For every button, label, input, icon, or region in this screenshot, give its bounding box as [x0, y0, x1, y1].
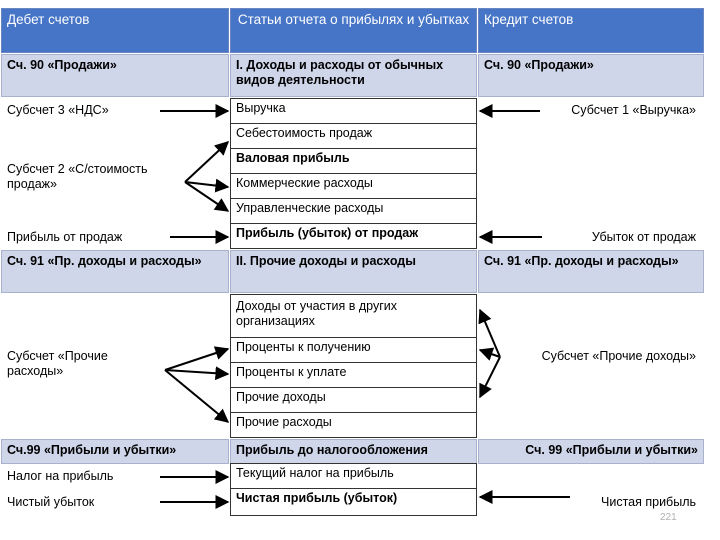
page-number: 221 [660, 512, 677, 523]
item-sales-profit: Прибыль (убыток) от продаж [230, 223, 477, 249]
item-gross-profit: Валовая прибыль [230, 148, 477, 174]
left-label-income-tax: Налог на прибыль [7, 469, 114, 483]
section2-title: II. Прочие доходы и расходы [230, 250, 477, 293]
debit-header: Дебет счетов [1, 8, 229, 53]
item-current-tax: Текущий налог на прибыль [230, 463, 477, 489]
statement-items-header: Статьи отчета о прибылях и убытках [230, 8, 477, 53]
right-label-other-income: Субсчет «Прочие доходы» [541, 349, 696, 363]
left-label-sales-profit: Прибыль от продаж [7, 230, 123, 244]
section3-debit: Сч.99 «Прибыли и убытки» [1, 439, 229, 464]
section1-credit: Сч. 90 «Продажи» [478, 54, 704, 97]
section3-title: Прибыль до налогообложения [230, 439, 477, 464]
arrow-other-exp-to-interest-receivable [165, 349, 228, 370]
item-participation-income: Доходы от участия в других организациях [230, 294, 477, 338]
section1-debit: Сч. 90 «Продажи» [1, 54, 229, 97]
left-label-cogs: Субсчет 2 «С/стоимость продаж» [7, 162, 148, 191]
item-revenue: Выручка [230, 98, 477, 124]
section2-credit: Сч. 91 «Пр. доходы и расходы» [478, 250, 704, 293]
item-interest-payable: Проценты к уплате [230, 362, 477, 388]
arrow-other-income-to-participation [480, 310, 500, 357]
right-label-sales-loss: Убыток от продаж [591, 230, 696, 244]
section1-title: I. Доходы и расходы от обычных видов деятельности [230, 54, 477, 97]
section3-credit: Сч. 99 «Прибыли и убытки» [478, 439, 704, 464]
left-label-vat: Субсчет 3 «НДС» [7, 103, 109, 117]
item-cost-of-sales: Себестоимость продаж [230, 123, 477, 149]
arrow-cogs-to-cost [185, 142, 228, 182]
item-commercial-expenses: Коммерческие расходы [230, 173, 477, 199]
left-label-net-loss: Чистый убыток [7, 495, 95, 509]
item-interest-receivable: Проценты к получению [230, 337, 477, 363]
arrow-other-exp-to-other-expenses [165, 370, 228, 422]
arrow-other-exp-to-interest-payable [165, 370, 228, 374]
item-net-profit: Чистая прибыль (убыток) [230, 488, 477, 516]
left-label-other-expenses: Субсчет «Прочие расходы» [7, 349, 115, 378]
section2-debit: Сч. 91 «Пр. доходы и расходы» [1, 250, 229, 293]
item-other-income: Прочие доходы [230, 387, 477, 413]
right-label-revenue: Субсчет 1 «Выручка» [571, 103, 696, 117]
item-other-expenses: Прочие расходы [230, 412, 477, 438]
right-label-net-profit: Чистая прибыль [601, 495, 696, 509]
arrow-other-income-to-other-income [480, 357, 500, 397]
item-admin-expenses: Управленческие расходы [230, 198, 477, 224]
credit-header: Кредит счетов [478, 8, 704, 53]
